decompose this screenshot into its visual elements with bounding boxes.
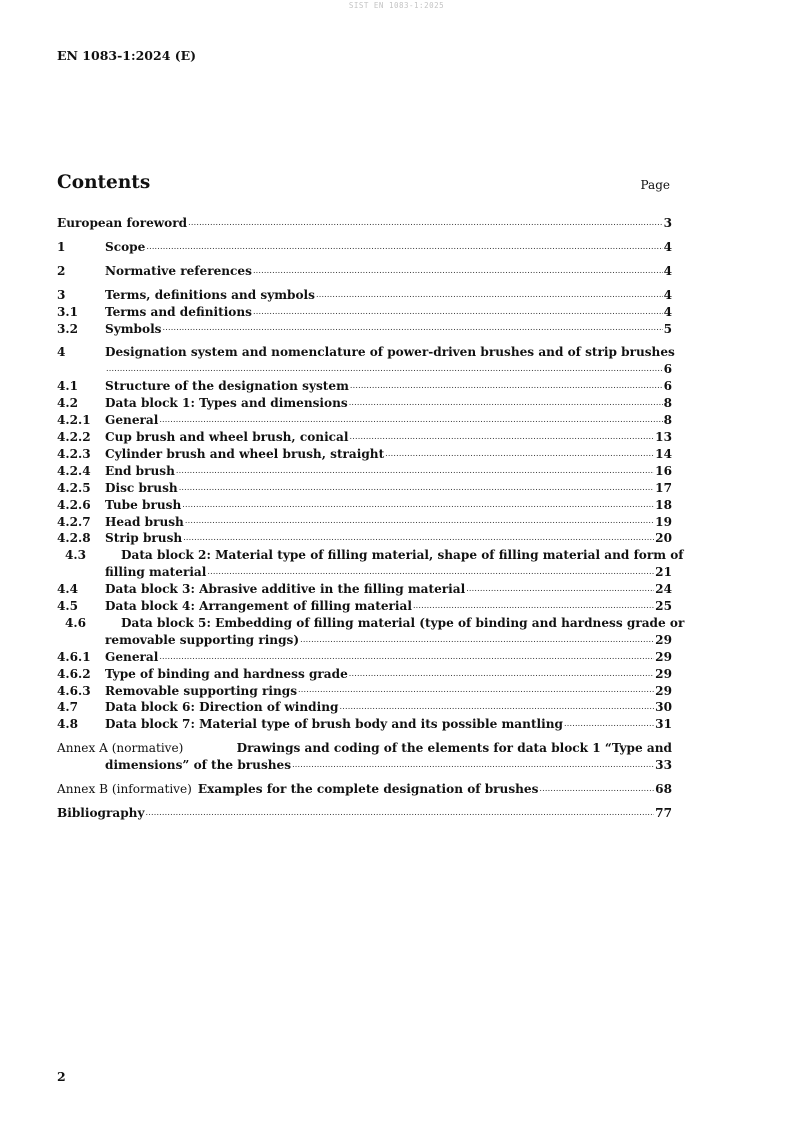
toc-entry-title: European foreword xyxy=(57,216,188,230)
toc-entry-title: Data block 4: Arrangement of filling material xyxy=(105,599,412,614)
leader-dots xyxy=(185,515,654,527)
toc-entry-1[interactable] xyxy=(57,239,672,256)
leader-dots xyxy=(159,414,662,426)
contents-title: Contents xyxy=(57,172,151,193)
toc-entry-title: Terms, definitions and symbols xyxy=(105,287,315,302)
toc-entry-title: Head brush xyxy=(105,514,184,529)
toc-entry-page: 6 xyxy=(663,362,672,377)
toc-entry-title: Data block 6: Direction of winding xyxy=(105,700,339,715)
leader-dots xyxy=(350,380,663,392)
toc-entry-page: 4 xyxy=(663,239,672,254)
toc-entry-4-2[interactable] xyxy=(57,395,672,412)
toc-entry-title: End brush xyxy=(105,463,175,478)
toc-entry-4-2-7[interactable] xyxy=(57,514,672,531)
annex-title: Drawings and coding of the elements for data block 1 “Type and xyxy=(236,741,672,756)
leader-dots xyxy=(145,807,654,819)
toc-entry-page: 14 xyxy=(655,446,672,461)
leader-dots xyxy=(176,465,654,477)
table-of-contents xyxy=(57,215,685,822)
leader-dots xyxy=(539,783,654,795)
toc-entry-number: 3.2 xyxy=(57,321,79,336)
toc-entry-title: Examples for the complete designation of brushes xyxy=(197,782,539,797)
toc-entry-4-3-line2[interactable] xyxy=(57,564,672,581)
toc-entry-number: 3 xyxy=(57,287,66,302)
toc-entry-page: 20 xyxy=(655,531,672,546)
leader-dots xyxy=(182,499,654,511)
toc-entry-4-1[interactable] xyxy=(57,378,672,395)
toc-entry-title: Bibliography xyxy=(57,806,145,820)
toc-entry-page: 29 xyxy=(655,683,672,698)
toc-entry-number: 4.6.3 xyxy=(57,683,91,698)
toc-entry-title-cont: removable supporting rings) xyxy=(105,632,300,647)
toc-entry-4-3-line1[interactable] xyxy=(57,547,684,564)
toc-entry-4-line2[interactable] xyxy=(57,361,672,378)
leader-dots xyxy=(466,583,654,595)
toc-entry-number: 4.2.5 xyxy=(57,480,91,495)
toc-entry-4-7[interactable] xyxy=(57,699,672,716)
toc-entry-page: 6 xyxy=(663,379,672,394)
toc-entry-title: Cylinder brush and wheel brush, straight xyxy=(105,446,385,461)
toc-entry-4-6-1[interactable] xyxy=(57,649,672,666)
toc-entry-page: 29 xyxy=(655,666,672,681)
toc-entry-bibliography[interactable] xyxy=(57,805,672,822)
toc-entry-4-2-2[interactable] xyxy=(57,429,672,446)
toc-entry-4-2-6[interactable] xyxy=(57,497,672,514)
toc-entry-page: 16 xyxy=(655,463,672,478)
leader-dots xyxy=(179,482,654,494)
toc-entry-page: 33 xyxy=(655,758,672,773)
toc-entry-title: Structure of the designation system xyxy=(105,379,349,394)
toc-entry-4-2-4[interactable] xyxy=(57,463,672,480)
toc-entry-number: 3.1 xyxy=(57,304,79,319)
toc-entry-page: 19 xyxy=(655,514,672,529)
leader-dots xyxy=(292,759,654,771)
toc-entry-page: 8 xyxy=(663,396,672,411)
toc-entry-4-8[interactable] xyxy=(57,716,672,733)
toc-entry-title: General xyxy=(105,413,159,428)
watermark: SIST EN 1083-1:2025 xyxy=(348,1,445,10)
toc-entry-title: Tube brush xyxy=(105,497,182,512)
toc-entry-4-6-2[interactable] xyxy=(57,666,672,683)
toc-entry-number: 4.6 xyxy=(65,615,87,630)
leader-dots xyxy=(253,306,663,318)
leader-dots xyxy=(349,668,654,680)
toc-entry-title: Data block 5: Embedding of filling material (type of binding and hardness grade or xyxy=(121,615,685,630)
page-column-label: Page xyxy=(640,178,670,192)
leader-dots xyxy=(298,684,654,696)
leader-dots xyxy=(349,397,663,409)
toc-entry-number: 4.2.8 xyxy=(57,531,91,546)
toc-entry-number: 4 xyxy=(57,345,66,360)
toc-entry-page: 13 xyxy=(655,429,672,444)
toc-entry-title: Scope xyxy=(105,239,146,254)
toc-entry-title xyxy=(57,740,672,757)
toc-entry-page: 29 xyxy=(655,649,672,664)
toc-entry-page: 18 xyxy=(655,497,672,512)
toc-entry-title: Data block 2: Material type of filling material, shape of filling material and form of xyxy=(121,548,684,563)
leader-dots xyxy=(316,289,663,301)
toc-entry-page: 77 xyxy=(655,806,672,820)
toc-entry-page: 8 xyxy=(663,413,672,428)
toc-entry-title: Designation system and nomenclature of power-driven brushes and of strip brushes xyxy=(105,345,675,360)
toc-entry-4-4[interactable] xyxy=(57,581,672,598)
toc-entry-number: 2 xyxy=(57,263,66,278)
toc-entry-annex-a-line2[interactable] xyxy=(57,757,672,774)
toc-entry-annex-b[interactable] xyxy=(57,781,672,798)
leader-dots xyxy=(183,532,654,544)
toc-entry-4-2-1[interactable] xyxy=(57,412,672,429)
toc-entry-4-6-line1[interactable] xyxy=(57,615,685,632)
toc-entry-page: 4 xyxy=(663,287,672,302)
leader-dots xyxy=(300,634,654,646)
toc-entry-number: 4.1 xyxy=(57,379,79,394)
toc-entry-page: 30 xyxy=(655,700,672,715)
toc-entry-page: 24 xyxy=(655,582,672,597)
leader-dots xyxy=(339,701,654,713)
toc-entry-4-2-3[interactable] xyxy=(57,446,672,463)
toc-entry-page: 21 xyxy=(655,565,672,580)
leader-dots xyxy=(253,265,663,277)
toc-entry-number: 4.8 xyxy=(57,717,79,732)
annex-label: Annex B (informative) xyxy=(57,782,192,797)
toc-entry-number: 4.2.2 xyxy=(57,429,91,444)
toc-entry-page: 3 xyxy=(663,216,672,230)
toc-entry-title: Data block 7: Material type of brush body and its possible mantling xyxy=(105,717,563,732)
leader-dots xyxy=(162,322,662,334)
toc-entry-number: 4.3 xyxy=(65,548,87,563)
leader-dots xyxy=(564,718,654,730)
toc-entry-title: Symbols xyxy=(105,321,162,336)
leader-dots xyxy=(159,651,654,663)
toc-entry-annex-a-line1[interactable] xyxy=(57,740,672,757)
leader-dots xyxy=(385,448,654,460)
leader-dots xyxy=(349,431,654,443)
toc-entry-4-6-line2[interactable] xyxy=(57,632,672,649)
toc-entry-4-5[interactable] xyxy=(57,598,672,615)
toc-entry-number: 4.5 xyxy=(57,599,79,614)
toc-entry-title: Disc brush xyxy=(105,480,178,495)
toc-entry-page: 17 xyxy=(655,480,672,495)
toc-entry-number: 4.4 xyxy=(57,582,79,597)
page-number: 2 xyxy=(57,1069,66,1084)
toc-entry-foreword[interactable] xyxy=(57,215,672,232)
toc-entry-title: Strip brush xyxy=(105,531,183,546)
annex-label: Annex A (normative) xyxy=(57,741,184,756)
toc-entry-title: Cup brush and wheel brush, conical xyxy=(105,429,349,444)
toc-entry-title: Normative references xyxy=(105,263,252,278)
toc-entry-page: 25 xyxy=(655,599,672,614)
toc-entry-3-2[interactable] xyxy=(57,321,672,338)
toc-entry-title: Type of binding and hardness grade xyxy=(105,666,348,681)
toc-entry-4-line1[interactable] xyxy=(57,344,675,361)
toc-entry-page: 4 xyxy=(663,304,672,319)
toc-entry-4-2-8[interactable] xyxy=(57,530,672,547)
toc-entry-number: 4.2.1 xyxy=(57,413,91,428)
toc-entry-title: Terms and definitions xyxy=(105,304,252,319)
toc-entry-number: 4.6.1 xyxy=(57,649,91,664)
toc-entry-2[interactable] xyxy=(57,263,672,280)
toc-entry-number: 4.2.4 xyxy=(57,463,91,478)
leader-dots xyxy=(413,600,654,612)
toc-entry-page: 68 xyxy=(655,782,672,797)
toc-entry-page: 5 xyxy=(663,321,672,336)
toc-entry-number: 4.2.7 xyxy=(57,514,91,529)
toc-entry-number: 4.2 xyxy=(57,396,79,411)
leader-dots xyxy=(207,566,654,578)
toc-entry-number: 4.6.2 xyxy=(57,666,91,681)
toc-entry-number: 4.2.6 xyxy=(57,497,91,512)
toc-entry-page: 4 xyxy=(663,263,672,278)
leader-dots xyxy=(106,363,663,375)
leader-dots xyxy=(146,241,662,253)
document-id: EN 1083-1:2024 (E) xyxy=(57,48,197,63)
toc-entry-title: Removable supporting rings xyxy=(105,683,298,698)
toc-entry-page: 31 xyxy=(655,717,672,732)
toc-entry-3-1[interactable] xyxy=(57,304,672,321)
toc-entry-title: Data block 1: Types and dimensions xyxy=(105,396,348,411)
toc-entry-page: 29 xyxy=(655,632,672,647)
toc-entry-number: 4.2.3 xyxy=(57,446,91,461)
toc-entry-title: General xyxy=(105,649,159,664)
toc-entry-number: 4.7 xyxy=(57,700,79,715)
leader-dots xyxy=(188,217,662,229)
toc-entry-number: 1 xyxy=(57,239,66,254)
toc-entry-3[interactable] xyxy=(57,287,672,304)
toc-entry-4-6-3[interactable] xyxy=(57,683,672,700)
toc-entry-title: Data block 3: Abrasive additive in the filling material xyxy=(105,582,466,597)
toc-entry-4-2-5[interactable] xyxy=(57,480,672,497)
toc-entry-title-cont: dimensions” of the brushes xyxy=(105,758,292,773)
toc-entry-title-cont: filling material xyxy=(105,565,207,580)
